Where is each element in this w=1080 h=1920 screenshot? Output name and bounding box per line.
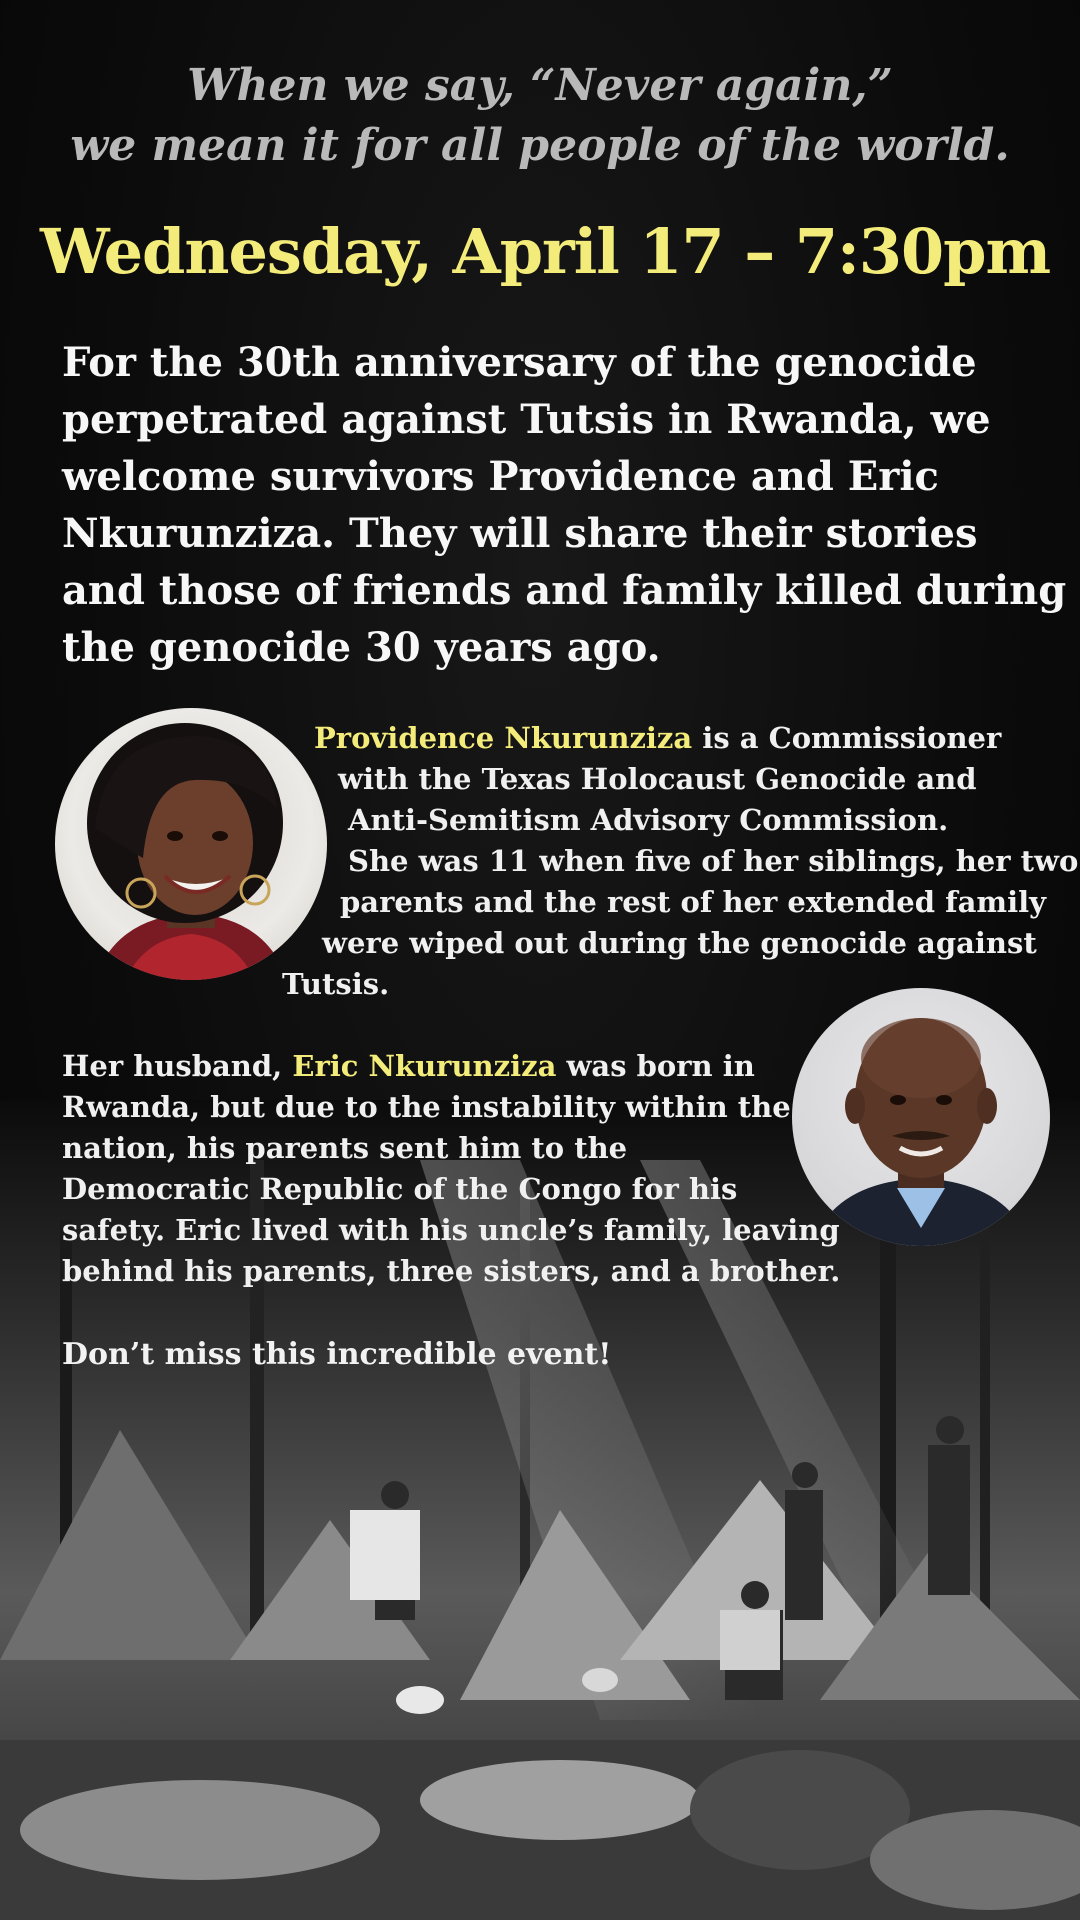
providence-bio-line-2: with the Texas Holocaust Genocide and <box>338 762 977 796</box>
eric-name: Eric Nkurunziza <box>292 1049 557 1083</box>
eric-bio-line-1-rest: was born in <box>556 1049 755 1083</box>
providence-bio-line-3: Anti-Semitism Advisory Commission. <box>348 803 949 837</box>
providence-bio-line-1-rest: is a Commissioner <box>692 721 1002 755</box>
providence-bio-line-4: She was 11 when five of her siblings, her two <box>348 844 1079 878</box>
intro-paragraph: For the 30th anniversary of the genocide perpetrated against Tutsis in Rwanda, we welcome survivors Providence and Eric Nkurunziza. They will share their stories and those of friends and family killed during the genocide 30 years ago. <box>62 339 1067 671</box>
eric-bio-line-4: Democratic Republic of the Congo for his <box>62 1172 738 1206</box>
providence-portrait-art <box>55 708 327 980</box>
providence-bio-line-1 <box>314 718 1001 759</box>
providence-portrait <box>55 708 327 980</box>
eric-portrait <box>792 988 1050 1246</box>
providence-bio-line-5: parents and the rest of her extended family <box>340 885 1046 919</box>
quote-line-2: we mean it for all people of the world. <box>70 120 1010 171</box>
eric-bio-line-2: Rwanda, but due to the instability within the <box>62 1090 791 1124</box>
providence-name: Providence Nkurunziza <box>314 721 693 755</box>
event-datetime: Wednesday, April 17 – 7:30pm <box>40 215 1051 288</box>
eric-bio-line-6: behind his parents, three sisters, and a brother. <box>62 1254 841 1288</box>
eric-bio-line-3: nation, his parents sent him to the <box>62 1131 628 1165</box>
providence-bio-line-7: Tutsis. <box>282 967 390 1001</box>
quote-line-1: When we say, “Never again,” <box>187 60 893 111</box>
eric-portrait-art <box>792 988 1050 1246</box>
call-to-action: Don’t miss this incredible event! <box>62 1337 612 1372</box>
eric-bio-prefix: Her husband, <box>62 1049 293 1083</box>
providence-bio-line-6: were wiped out during the genocide against <box>322 926 1037 960</box>
eric-bio-line-1 <box>62 1046 755 1087</box>
eric-bio-line-5: safety. Eric lived with his uncle’s family, leaving <box>62 1213 840 1247</box>
